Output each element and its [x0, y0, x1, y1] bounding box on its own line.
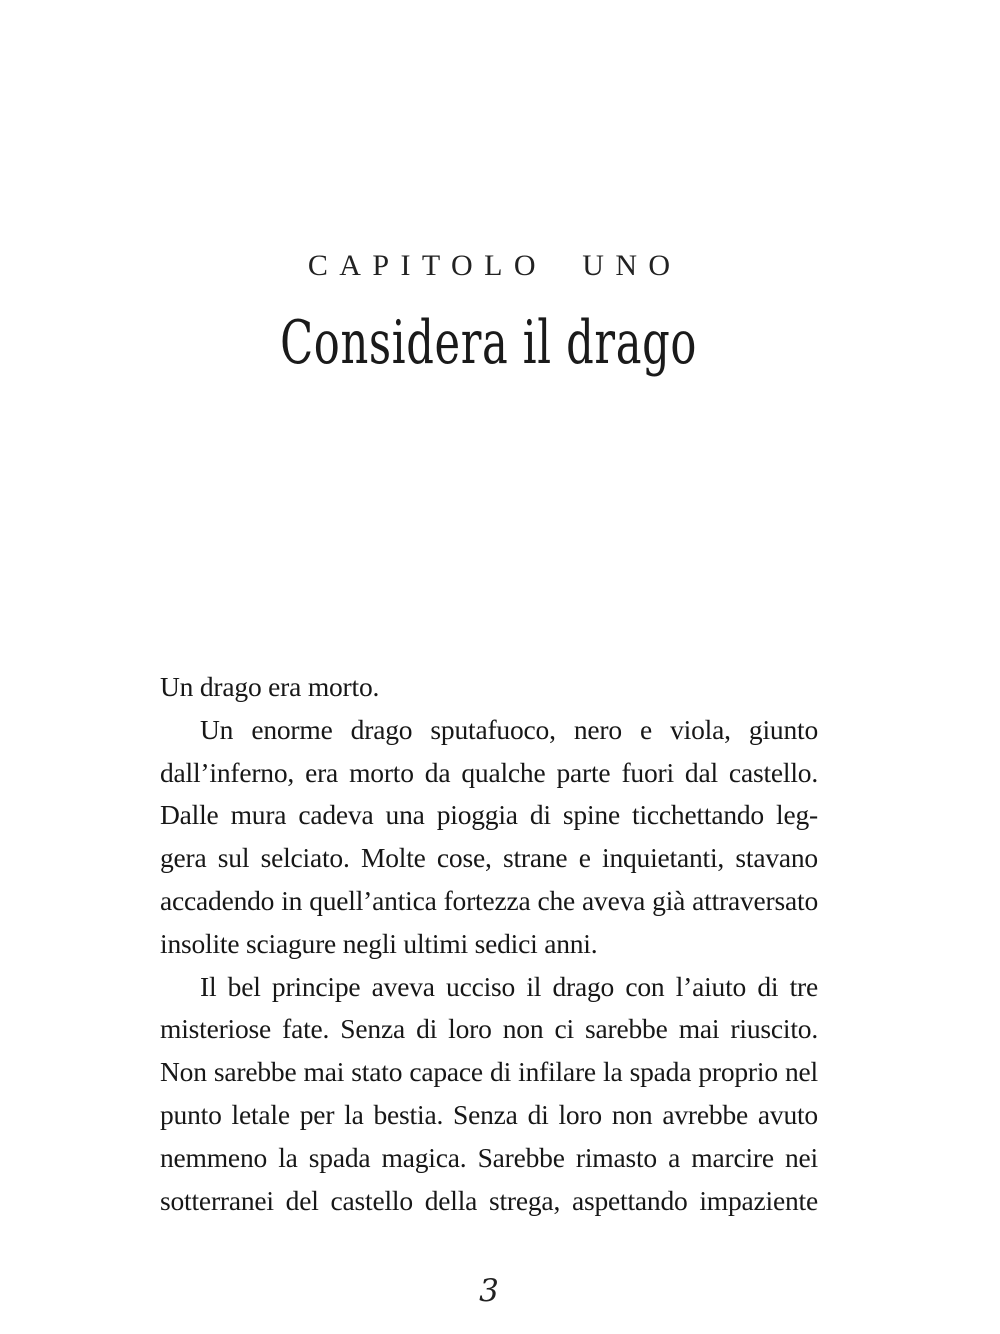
- page-number: 3: [479, 1273, 499, 1309]
- body-line: Un enorme drago sputafuoco, nero e viola, giunto: [200, 713, 818, 745]
- body-line: sotterranei del castello della strega, aspettando impaziente: [160, 1184, 818, 1216]
- body-line: nemmeno la spada magica. Sarebbe rimasto a marcire nei: [160, 1141, 818, 1173]
- body-line: punto letale per la bestia. Senza di loro non avrebbe avuto: [160, 1098, 818, 1130]
- body-line: misteriose fate. Senza di loro non ci sarebbe mai riuscito.: [160, 1013, 818, 1045]
- body-line: Non sarebbe mai stato capace di infilare la spada proprio nel: [160, 1056, 818, 1088]
- body-line: Dalle mura cadeva una pioggia di spine ticchettando leg-: [160, 799, 818, 831]
- body-line: Un drago era morto.: [160, 671, 380, 702]
- chapter-title: [160, 308, 818, 378]
- body-line: insolite sciagure negli ultimi sedici anni.: [160, 927, 598, 959]
- chapter-kicker: CAPITOLO UNO: [307, 249, 682, 282]
- body-line: gera sul selciato. Molte cose, strane e inquietanti, stavano: [160, 842, 818, 874]
- body-text: [160, 666, 818, 1222]
- chapter-title-text: Considera il drago: [280, 308, 698, 378]
- body-line: Il bel principe aveva ucciso il drago con l’aiuto di tre: [200, 970, 818, 1002]
- body-line: dall’inferno, era morto da qualche parte fuori dal castello.: [160, 756, 818, 788]
- body-line: accadendo in quell’antica fortezza che aveva già attraversato: [160, 884, 818, 916]
